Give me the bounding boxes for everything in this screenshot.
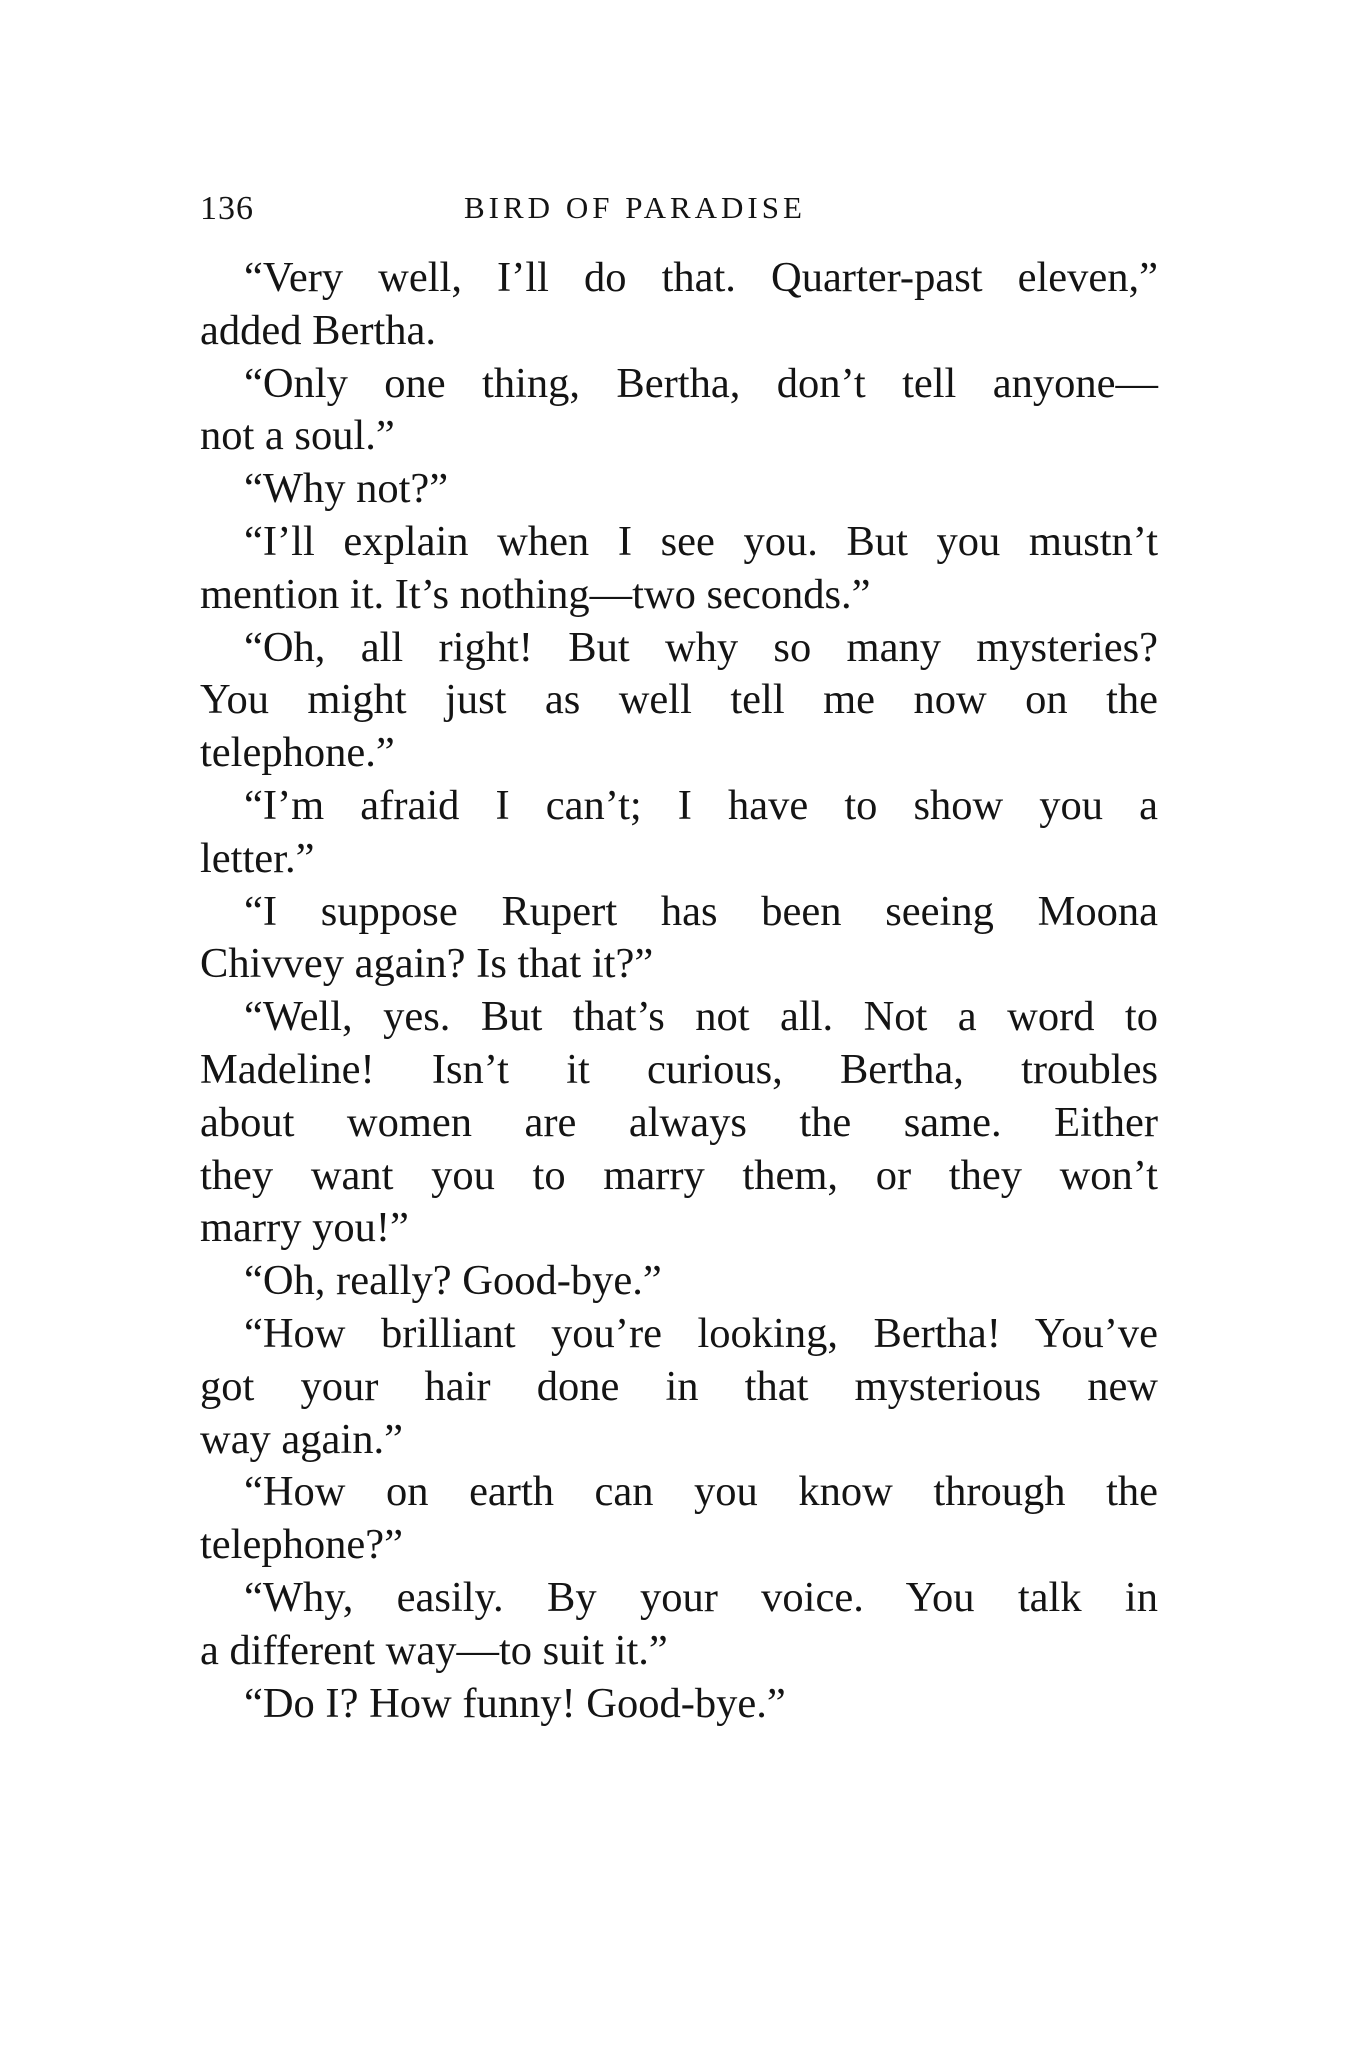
paragraph — [200, 1308, 1158, 1466]
paragraph — [200, 1572, 1158, 1678]
text-line: a different way—to suit it.” — [200, 1626, 668, 1674]
text-line: “Oh, all right! But why so many mysteries? — [244, 623, 1158, 671]
text-line: “I’ll explain when I see you. But you mustn’t — [244, 517, 1158, 565]
text-line: marry you!” — [200, 1204, 409, 1252]
paragraph — [200, 358, 1158, 464]
paragraph — [200, 1678, 1158, 1731]
text-line: added Bertha. — [200, 306, 437, 354]
text-line: “How on earth can you know through the — [244, 1468, 1158, 1516]
text-line: “I suppose Rupert has been seeing Moona — [244, 887, 1158, 935]
text-line: “Very well, I’ll do that. Quarter-past eleven,” — [244, 254, 1158, 301]
text-line: mention it. It’s nothing—two seconds.” — [200, 570, 871, 618]
text-line: got your hair done in that mysterious new — [200, 1362, 1158, 1410]
paragraph — [200, 886, 1158, 992]
paragraph — [200, 991, 1158, 1255]
paragraph — [200, 463, 1158, 516]
text-line: You might just as well tell me now on the — [200, 676, 1158, 724]
text-line: “I’m afraid I can’t; I have to show you a — [244, 781, 1158, 829]
text-line: not a soul.” — [200, 412, 395, 460]
text-line: Chivvey again? Is that it?” — [200, 940, 654, 988]
text-line: “Well, yes. But that’s not all. Not a word to — [244, 993, 1158, 1041]
paragraph — [200, 780, 1158, 886]
paragraph — [200, 1255, 1158, 1308]
text-line: letter.” — [200, 834, 315, 882]
paragraph — [200, 622, 1158, 780]
text-line: way again.” — [200, 1415, 403, 1463]
text-line: “Why not?” — [244, 465, 449, 513]
paragraph — [200, 252, 1158, 358]
page-header — [200, 190, 1158, 240]
page-number: 136 — [200, 190, 254, 227]
text-line: telephone.” — [200, 729, 395, 777]
paragraph — [200, 516, 1158, 622]
text-line: they want you to marry them, or they won’t — [200, 1151, 1158, 1199]
text-line: “Oh, really? Good-bye.” — [244, 1257, 662, 1305]
running-title: BIRD OF PARADISE — [464, 190, 806, 225]
text-line: telephone?” — [200, 1521, 403, 1569]
body-text — [200, 252, 1158, 1730]
text-line: Madeline! Isn’t it curious, Bertha, troubles — [200, 1045, 1158, 1093]
text-line: “How brilliant you’re looking, Bertha! You’ve — [244, 1309, 1158, 1357]
text-line: about women are always the same. Either — [200, 1098, 1158, 1146]
text-line: “Do I? How funny! Good-bye.” — [244, 1679, 786, 1727]
paragraph — [200, 1466, 1158, 1572]
text-line: “Only one thing, Bertha, don’t tell anyone— — [244, 359, 1158, 407]
text-line: “Why, easily. By your voice. You talk in — [244, 1573, 1158, 1621]
